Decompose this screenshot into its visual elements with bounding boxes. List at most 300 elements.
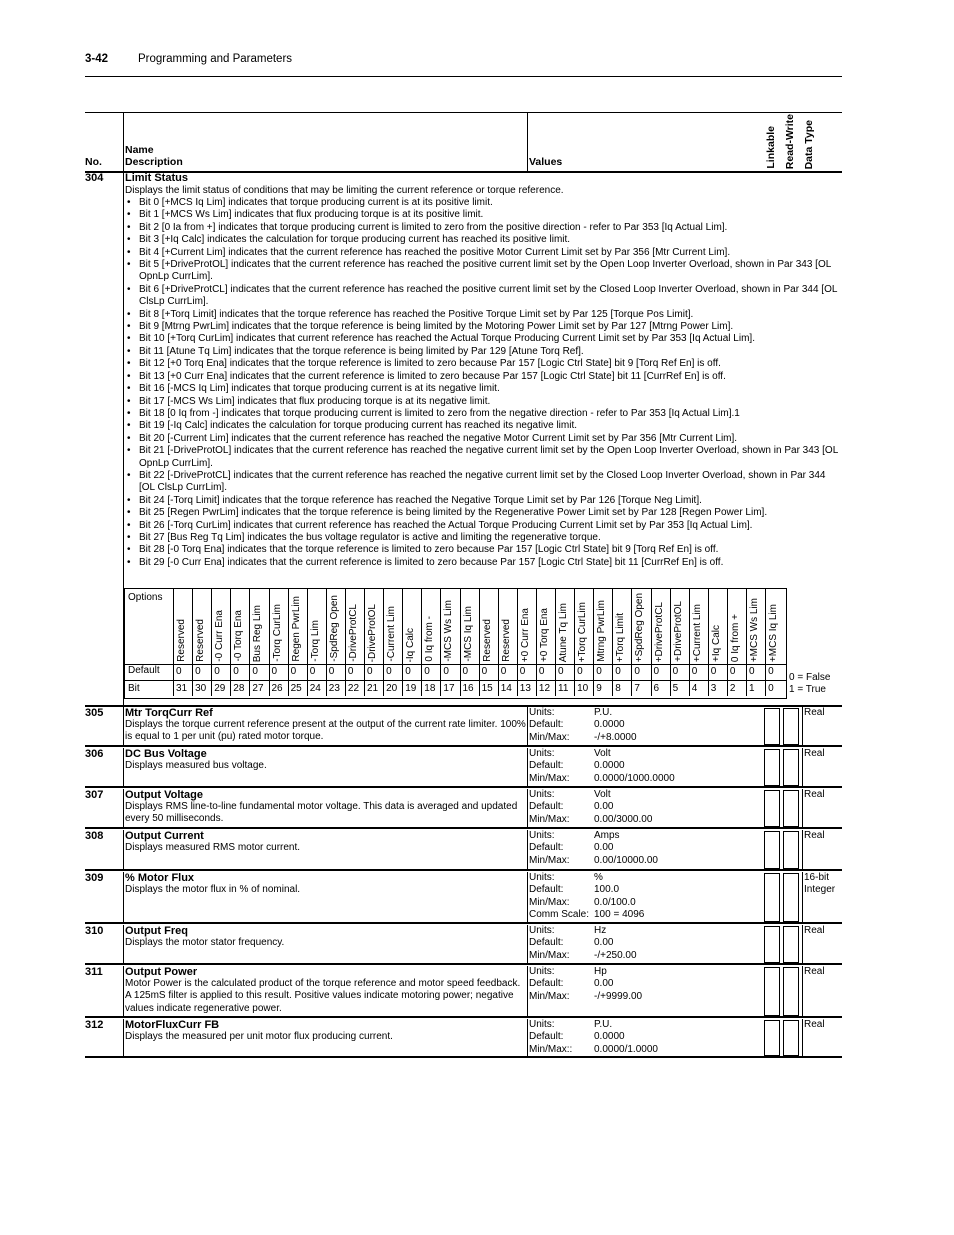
option-default-value: 0 (424, 666, 430, 677)
header-rule (85, 76, 842, 77)
option-bit-name: -DriveProtOL (367, 603, 378, 662)
option-bit-number: 3 (710, 683, 717, 694)
value-text: P.U. (594, 707, 613, 718)
value-key: Min/Max: (529, 896, 570, 908)
value-key: Default: (529, 884, 564, 896)
value-text: Volt (594, 789, 611, 800)
option-bit-number: 20 (386, 683, 398, 694)
col-divider (527, 966, 528, 1017)
col-linkable: Linkable (765, 126, 777, 169)
option-default-value: 0 (558, 666, 564, 677)
page-header (85, 53, 292, 65)
linkable-box (764, 967, 780, 1016)
option-default-value: 0 (615, 666, 621, 677)
option-default-value: 0 (729, 666, 736, 677)
value-text: % (594, 872, 603, 883)
value-text: 0.0000 (594, 760, 625, 772)
value-key: Units: (529, 966, 555, 977)
value-line (529, 830, 759, 842)
option-bit-name: Reserved (500, 619, 512, 662)
option-bit-name: Mtrng PwrLim (596, 600, 608, 662)
param-number: 304 (85, 172, 104, 184)
param-description: Motor Power is the calculated product of the torque reference and motor speed feedback. A 125mS filter is applied to this result. Positive values indicate motoring power; negative values indicate regenerative power. (125, 978, 521, 1014)
bit-description: • Bit 24 [-Torq Limit] indicates that the torque reference has reached the Negative Torque Limit set by Par 126 [Torque Neg Limit]. (125, 495, 840, 507)
option-bit-number: 5 (672, 683, 679, 694)
param-data-type: 16-bit Integer (804, 872, 836, 896)
param-values (529, 789, 759, 826)
col-divider (123, 966, 124, 1017)
value-line (529, 966, 759, 978)
option-default-value: 0 (271, 666, 278, 677)
value-key: Default: (529, 937, 564, 949)
options-label: Options (128, 592, 163, 603)
option-default-value: 0 (538, 666, 545, 677)
value-line (529, 748, 759, 760)
col-name: Name (125, 144, 154, 156)
bit-description: • Bit 26 [-Torq CurLim] indicates that current reference has reached the Actual Torque Producing Current Limit set by Par 353 [Iq Actual Lim]. (125, 520, 840, 532)
bit-description: • Bit 25 [Regen PwrLim] indicates that the torque reference is being limited by the Regenerative Power Limit set by Par 128 [Regen Power Lim]. (125, 507, 840, 519)
bit-description: • Bit 29 [-0 Curr Ena] indicates that the current reference is limited to zero because Par 157 [Logic Ctrl State] bit 11 [CurrRef En] is off. (125, 557, 840, 569)
option-bit-name: Reserved (176, 619, 187, 662)
option-bit-number: 6 (653, 683, 660, 694)
option-bit-number: 16 (462, 683, 474, 694)
option-bit-number: 11 (558, 683, 569, 694)
option-bit-name: -MCS Ws Lim (443, 600, 455, 662)
value-key: Units: (529, 789, 555, 800)
bit-description: • Bit 18 [0 Iq from -] indicates that torque producing current is limited to zero from the negative direction - refer to Par 353 [Iq Actual Lim].1 (125, 408, 840, 420)
col-read-write: Read-Write (784, 113, 796, 169)
param-name: Output Freq (125, 925, 188, 937)
option-default-value: 0 (481, 666, 488, 677)
options-bit-table (124, 588, 787, 699)
param-number: 306 (85, 748, 104, 760)
linkable-box (764, 873, 780, 922)
value-line (529, 991, 759, 1003)
option-default-value: 0 (768, 666, 774, 677)
bit-description: • Bit 20 [-Current Lim] indicates that the current reference has reached the negative Motor Current Limit set by Par 356 [Mtr Current Lim]. (125, 433, 840, 445)
option-default-value: 0 (309, 666, 316, 677)
value-key: Min/Max: (529, 949, 570, 961)
row-rule (85, 827, 842, 829)
linkable-box (764, 1020, 780, 1056)
param-row (85, 925, 842, 964)
param-values (529, 707, 759, 744)
value-text: Hz (594, 925, 607, 936)
bit-description: • Bit 5 [+DriveProtOL] indicates that the current reference has reached the positive current limit set by the Open Loop Inverter Overload, shown in Par 343 [OL OpnLp CurrLim]. (125, 259, 840, 284)
bit-description: • Bit 8 [+Torq Limit] indicates that the torque reference has reached the Positive Torque Limit set by Par 125 [Torque Pos Limit]. (125, 309, 840, 321)
option-bit-name: +Current Lim (691, 603, 703, 662)
param-values (529, 1019, 759, 1056)
value-key: Units: (529, 1019, 555, 1030)
page-number: 3-42 (85, 53, 109, 65)
option-bit-number: 21 (367, 683, 379, 694)
option-bit-number: 4 (691, 683, 698, 694)
value-line (529, 925, 759, 937)
option-default-value: 0 (672, 666, 679, 677)
option-bit-name: -Torq Lim (309, 620, 321, 662)
param-row (85, 789, 842, 828)
row-rule (85, 869, 842, 871)
col-data-type: Data Type (803, 119, 815, 169)
row-rule (85, 745, 842, 747)
row-rule (85, 786, 842, 788)
option-default-value: 0 (290, 666, 297, 677)
option-bit-name: -DriveProtCL (347, 604, 359, 662)
option-bit-number: 31 (176, 683, 188, 694)
option-bit-name: -SpdReg Open (328, 595, 340, 662)
col-divider (527, 925, 528, 964)
value-key: Default: (529, 760, 564, 772)
param-description: Displays measured RMS motor current. (125, 842, 301, 853)
bit-description: • Bit 19 [-Iq Calc] indicates the calculation for torque producing current has reached its negative limit. (125, 420, 840, 432)
option-bit-number: 17 (443, 683, 455, 694)
bit-description: • Bit 10 [+Torq CurLim] indicates that current reference has reached the Actual Torque Producing Current Limit set by Par 353 [Iq Actual Lim]. (125, 333, 840, 345)
param-description: Displays RMS line-to-line fundamental motor voltage. This data is averaged and updated every 50 milliseconds. (125, 801, 518, 825)
read-write-box (783, 749, 799, 786)
read-write-box (783, 708, 799, 745)
value-key: Default: (529, 1031, 564, 1043)
option-bit-name: +SpdReg Open (634, 592, 646, 662)
bit-description: • Bit 6 [+DriveProtCL] indicates that the current reference has reached the positive current limit set by the Closed Loop Inverter Overload, shown in Par 344 [OL ClsLp CurrLim]. (125, 284, 840, 309)
value-key: Comm Scale: (529, 909, 590, 921)
row-rule (85, 1056, 842, 1058)
option-bit-number: 27 (252, 683, 264, 694)
bit-description: • Bit 2 [0 Ia from +] indicates that torque producing current is limited to zero from the positive direction - refer to Par 353 [Iq Actual Lim]. (125, 222, 840, 234)
read-write-box (783, 831, 799, 869)
bit-description: • Bit 27 [Bus Reg Tq Lim] indicates the bus voltage regulator is active and limiting the regenerative torque. (125, 532, 840, 544)
options-row-divider (125, 680, 786, 681)
value-text: Volt (594, 748, 611, 759)
col-divider (123, 707, 124, 746)
value-key: Min/Max:: (529, 1043, 573, 1055)
option-bit-name: Regen PwrLim (290, 596, 302, 662)
col-divider (527, 830, 528, 870)
option-bit-name: Reserved (195, 619, 207, 662)
value-key: Default: (529, 978, 564, 990)
option-default-value: 0 (710, 666, 717, 677)
value-line (529, 872, 759, 884)
value-key: Min/Max: (529, 813, 570, 825)
bit-description-list (125, 197, 840, 569)
value-line (529, 814, 759, 826)
col-divider (802, 830, 803, 870)
value-line (529, 855, 759, 867)
option-bit-number: 10 (577, 683, 589, 694)
value-line (529, 707, 759, 719)
value-key: Units: (529, 872, 555, 883)
value-text: Hp (594, 966, 607, 977)
option-bit-number: 28 (233, 683, 245, 694)
param-name: Output Power (125, 966, 198, 978)
value-text: -/+9999.00 (594, 990, 643, 1002)
table-column-headers (85, 113, 842, 171)
col-divider (527, 1019, 528, 1057)
bit-description: • Bit 0 [+MCS Iq Lim] indicates that torque producing current is at its positive limit. (125, 197, 840, 209)
value-line (529, 760, 759, 772)
option-default-value: 0 (233, 666, 239, 677)
bit-description: • Bit 11 [Atune Tq Lim] indicates that the torque reference is being limited by Par 129 [Atune Torq Ref]. (125, 346, 840, 358)
param-name: MotorFluxCurr FB (125, 1019, 220, 1031)
option-default-value: 0 (176, 666, 182, 677)
option-bit-number: 13 (519, 683, 531, 694)
param-description: Displays the torque current reference present at the output of the current rate limiter. 100% is equal to 1 per unit (pu) rated motor torque. (125, 719, 526, 743)
bit-description: • Bit 9 [Mtrng PwrLim] indicates that the torque reference is being limited by the Motoring Power Limit set by Par 127 [Mtrng Power Lim]. (125, 321, 840, 333)
value-line (529, 773, 759, 785)
option-bit-number: 1 (749, 683, 755, 694)
bit-description: • Bit 21 [-DriveProtOL] indicates that the current reference has reached the negative current limit set by the Open Loop Inverter Overload, shown in Par 343 [OL OpnLp CurrLim]. (125, 445, 840, 470)
param-name: Limit Status (125, 172, 188, 184)
value-text: 0.0/100.0 (594, 896, 636, 908)
value-line (529, 732, 759, 744)
value-text: P.U. (594, 1019, 613, 1030)
col-divider (123, 789, 124, 828)
col-divider (802, 789, 803, 828)
option-bit-number: 19 (405, 683, 417, 694)
linkable-box (764, 790, 780, 827)
param-data-type: Real (804, 1019, 825, 1030)
value-key: Default: (529, 842, 564, 854)
value-text: 0.0000/1.0000 (594, 1043, 658, 1055)
col-divider (123, 1019, 124, 1057)
value-line (529, 1031, 759, 1043)
option-default-value: 0 (634, 666, 640, 677)
option-default-value: 0 (367, 666, 373, 677)
option-bit-number: 24 (309, 683, 321, 694)
option-default-value: 0 (214, 666, 220, 677)
bit-description: • Bit 3 [+Iq Calc] indicates the calculation for torque producing current has reached its positive limit. (125, 234, 840, 246)
col-divider (123, 830, 124, 870)
value-line (529, 937, 759, 949)
bit-label: Bit (128, 683, 140, 694)
col-divider (123, 872, 124, 923)
option-bit-name: -0 Curr Ena (214, 610, 226, 662)
value-line (529, 950, 759, 962)
bit-description: • Bit 17 [-MCS Ws Lim] indicates that flux producing torque is at its negative limit. (125, 396, 840, 408)
table-header-rule (85, 171, 842, 173)
option-bit-name: -Iq Calc (405, 627, 417, 662)
value-key: Units: (529, 925, 555, 936)
value-text: 100.0 (594, 884, 620, 896)
param-description: Displays the measured per unit motor flux producing current. (125, 1031, 393, 1042)
value-line (529, 1019, 759, 1031)
option-bit-name: +DriveProtOL (672, 601, 684, 662)
linkable-box (764, 749, 780, 786)
col-divider (527, 872, 528, 923)
option-bit-number: 30 (195, 683, 207, 694)
param-row (85, 830, 842, 870)
col-divider (802, 1019, 803, 1057)
param-number: 308 (85, 830, 104, 842)
option-bit-name: +0 Torq Ena (538, 607, 550, 662)
param-row (85, 1019, 842, 1057)
param-name: DC Bus Voltage (125, 748, 207, 760)
col-divider (802, 925, 803, 964)
col-divider (527, 789, 528, 828)
value-key: Units: (529, 748, 555, 759)
param-values (529, 966, 759, 1003)
param-name: % Motor Flux (125, 872, 195, 884)
option-bit-name: -Torq CurLim (271, 604, 283, 662)
option-default-value: 0 (443, 666, 449, 677)
param-data-type: Real (804, 789, 825, 800)
param-row (85, 966, 842, 1017)
value-key: Units: (529, 707, 555, 718)
read-write-box (783, 1020, 799, 1056)
param-description: Displays the limit status of conditions that may be limiting the current reference or torque reference. (125, 184, 564, 196)
col-no: No. (85, 156, 102, 168)
col-divider (123, 748, 124, 787)
value-key: Min/Max: (529, 731, 570, 743)
option-bit-name: -MCS Iq Lim (462, 606, 474, 662)
option-bit-name: Bus Reg Lim (252, 604, 264, 662)
value-key: Units: (529, 830, 555, 841)
col-description: Description (125, 156, 183, 168)
value-text: Amps (594, 830, 620, 841)
option-default-value: 0 (691, 666, 698, 677)
param-row (85, 748, 842, 787)
param-description: Displays measured bus voltage. (125, 760, 267, 771)
bit-description: • Bit 28 [-0 Torq Ena] indicates that the torque reference is limited to zero because Par 157 [Logic Ctrl State] bit 9 [Torq Ref En] is off. (125, 544, 840, 556)
param-description: Displays the motor flux in % of nominal. (125, 884, 301, 895)
option-bit-number: 7 (634, 683, 640, 694)
row-rule (85, 1016, 842, 1018)
value-text: 0.0000 (594, 719, 625, 731)
param-number: 305 (85, 707, 104, 719)
option-bit-number: 0 (768, 683, 774, 694)
option-default-value: 0 (386, 666, 392, 677)
param-data-type: Real (804, 748, 825, 759)
value-key: Min/Max: (529, 772, 570, 784)
param-data-type: Real (804, 830, 825, 841)
option-bit-name: -0 Torq Ena (233, 610, 245, 662)
col-values: Values (529, 156, 563, 168)
option-bit-name: +Torq CurLim (577, 601, 589, 662)
option-default-value: 0 (519, 666, 526, 677)
option-bit-name: 0 Iq from - (424, 616, 436, 662)
option-bit-name: Atune Tq Lim (558, 602, 569, 662)
option-default-value: 0 (462, 666, 469, 677)
option-bit-number: 29 (214, 683, 226, 694)
legend-false: 0 = False (789, 672, 831, 683)
col-divider (802, 872, 803, 923)
bit-description: • Bit 16 [-MCS Iq Lim] indicates that torque producing current is at its negative limit. (125, 383, 840, 395)
option-default-value: 0 (405, 666, 411, 677)
option-bit-number: 8 (615, 683, 621, 694)
value-key: Default: (529, 801, 564, 813)
param-row (85, 872, 842, 923)
option-bit-number: 25 (290, 683, 302, 694)
col-divider (123, 113, 124, 171)
option-bit-name: +0 Curr Ena (519, 607, 531, 662)
value-text: -/+250.00 (594, 949, 637, 961)
section-title: Programming and Parameters (138, 53, 293, 65)
value-text: 0.00 (594, 937, 614, 949)
param-values (529, 830, 759, 867)
read-write-box (783, 790, 799, 827)
bit-description: • Bit 22 [-DriveProtCL] indicates that the current reference has reached the negative current limit set by the Closed Loop Inverter Overload, shown in Par 344 [OL ClsLp CurrLim]. (125, 470, 840, 495)
value-text: 0.00 (594, 801, 614, 813)
linkable-box (764, 926, 780, 963)
option-bit-number: 15 (481, 683, 493, 694)
option-bit-name: +MCS Ws Lim (749, 597, 760, 662)
legend-true: 1 = True (789, 684, 826, 695)
bit-description: • Bit 12 [+0 Torq Ena] indicates that the torque reference is limited to zero because Par 157 [Logic Ctrl State] bit 9 [Torq Ref En] is off. (125, 358, 840, 370)
option-default-value: 0 (596, 666, 602, 677)
value-line (529, 842, 759, 854)
bit-description: • Bit 13 [+0 Curr Ena] indicates that the current reference is limited to zero because Par 157 [Logic Ctrl State] bit 11 [CurrRef En] is off. (125, 371, 840, 383)
option-bit-name: +Torq Limit (615, 612, 627, 662)
bit-description: • Bit 4 [+Current Lim] indicates that the current reference has reached the positive Motor Current Limit set by Par 356 [Mtr Current Lim]. (125, 247, 840, 259)
linkable-box (764, 831, 780, 869)
value-line (529, 789, 759, 801)
param-data-type: Real (804, 707, 825, 718)
col-divider (123, 925, 124, 964)
value-line (529, 801, 759, 813)
option-bit-number: 22 (347, 683, 360, 694)
value-text: 0.00/3000.00 (594, 813, 653, 825)
param-number: 309 (85, 872, 104, 884)
option-default-value: 0 (577, 666, 583, 677)
value-text: -/+8.0000 (594, 731, 637, 743)
value-text: 0.0000/1000.0000 (594, 772, 675, 784)
param-number: 311 (85, 966, 103, 978)
value-text: 100 = 4096 (594, 909, 645, 921)
param-row (85, 707, 842, 746)
option-default-value: 0 (195, 666, 201, 677)
param-data-type: Real (804, 966, 825, 977)
value-key: Default: (529, 719, 564, 731)
read-write-box (783, 873, 799, 922)
value-line (529, 897, 759, 909)
value-line (529, 978, 759, 990)
value-line (529, 909, 759, 921)
option-bit-number: 23 (328, 683, 340, 694)
option-bit-number: 12 (538, 683, 551, 694)
col-divider (802, 707, 803, 746)
option-bit-name: Reserved (481, 619, 493, 662)
read-write-box (783, 926, 799, 963)
value-key: Min/Max: (529, 990, 570, 1002)
option-default-value: 0 (328, 666, 335, 677)
row-rule (85, 963, 842, 965)
option-default-value: 0 (500, 666, 507, 677)
option-bit-number: 14 (500, 683, 512, 694)
param-name: Output Current (125, 830, 204, 842)
param-number: 307 (85, 789, 104, 801)
value-text: 0.0000 (594, 1031, 625, 1043)
options-row-divider (125, 664, 786, 665)
value-text: 0.00/10000.00 (594, 854, 658, 866)
param-name: Output Voltage (125, 789, 204, 801)
param-values (529, 925, 759, 962)
value-line (529, 719, 759, 731)
param-values (529, 748, 759, 785)
value-line (529, 1044, 759, 1056)
option-default-value: 0 (252, 666, 258, 677)
option-default-value: 0 (347, 666, 354, 677)
row-rule (85, 922, 842, 924)
param-values (529, 872, 759, 922)
option-bit-name: -Current Lim (386, 606, 398, 662)
param-number: 312 (85, 1019, 104, 1031)
linkable-box (764, 708, 780, 745)
col-divider (527, 113, 528, 171)
option-bit-number: 26 (271, 683, 283, 694)
default-label: Default (128, 665, 160, 676)
col-divider (802, 748, 803, 787)
param-number: 310 (85, 925, 104, 937)
option-bit-name: +Iq Calc (710, 625, 722, 662)
